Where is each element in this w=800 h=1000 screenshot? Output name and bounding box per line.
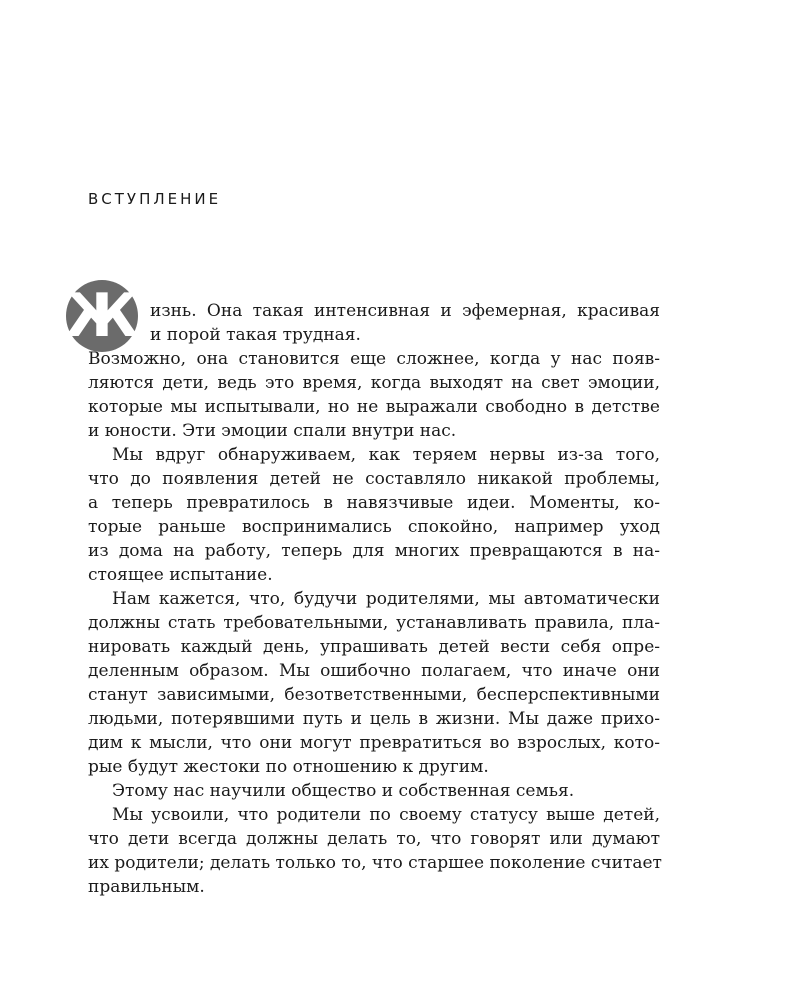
text-line: станут зависимыми, безответственными, бесперспективными bbox=[88, 685, 660, 705]
text-line: должны стать требовательными, устанавливать правила, пла- bbox=[88, 613, 660, 633]
text-line: что дети всегда должны делать то, что говорят или думают bbox=[88, 829, 660, 849]
text-line: стоящее испытание. bbox=[88, 565, 273, 585]
text-line: из дома на работу, теперь для многих превращаются в на- bbox=[88, 541, 660, 561]
text-line: торые раньше воспринимались спокойно, например уход bbox=[88, 517, 660, 537]
text-line: и порой такая трудная. bbox=[150, 325, 361, 345]
text-line: а теперь превратилось в навязчивые идеи. Моменты, ко- bbox=[88, 493, 660, 513]
body-text bbox=[65, 281, 662, 899]
text-line: правильным. bbox=[88, 877, 205, 897]
text-line: ляются дети, ведь это время, когда выходят на свет эмоции, bbox=[88, 373, 660, 393]
paragraph-1 bbox=[65, 281, 660, 443]
text-line: которые мы испытывали, но не выражали свободно в детстве bbox=[88, 397, 660, 417]
text-line: Мы усвоили, что родители по своему статусу выше детей, bbox=[112, 805, 660, 825]
paragraph-3 bbox=[88, 587, 660, 779]
text-line: людьми, потерявшими путь и цель в жизни. Мы даже прихо- bbox=[88, 709, 660, 729]
paragraph-2 bbox=[88, 443, 660, 587]
text-line: деленным образом. Мы ошибочно полагаем, что иначе они bbox=[88, 661, 660, 681]
text-line: Этому нас научили общество и собственная семья. bbox=[112, 781, 575, 801]
text-line: что до появления детей не составляло никакой проблемы, bbox=[88, 469, 660, 489]
text-line: нировать каждый день, упрашивать детей вести себя опре- bbox=[88, 637, 660, 657]
text-line: их родители; делать только то, что старшее поколение считает bbox=[88, 853, 662, 873]
chapter-title: ВСТУПЛЕНИЕ bbox=[88, 190, 222, 208]
paragraph-5 bbox=[88, 803, 660, 899]
text-line: Возможно, она становится еще сложнее, когда у нас появ- bbox=[88, 349, 660, 369]
paragraph-4 bbox=[88, 779, 660, 803]
text-line: рые будут жестоки по отношению к другим. bbox=[88, 757, 489, 777]
text-line: Нам кажется, что, будучи родителями, мы автоматически bbox=[112, 589, 660, 609]
text-line: дим к мысли, что они могут превратиться во взрослых, кото- bbox=[88, 733, 660, 753]
line-text: изнь. Она такая интенсивная и эфемерная, красивая bbox=[150, 301, 660, 321]
text-line: Мы вдруг обнаруживаем, как теряем нервы из-за того, bbox=[112, 445, 660, 465]
text-line: и юности. Эти эмоции спали внутри нас. bbox=[88, 421, 457, 441]
drop-cap: Ж bbox=[65, 281, 139, 351]
